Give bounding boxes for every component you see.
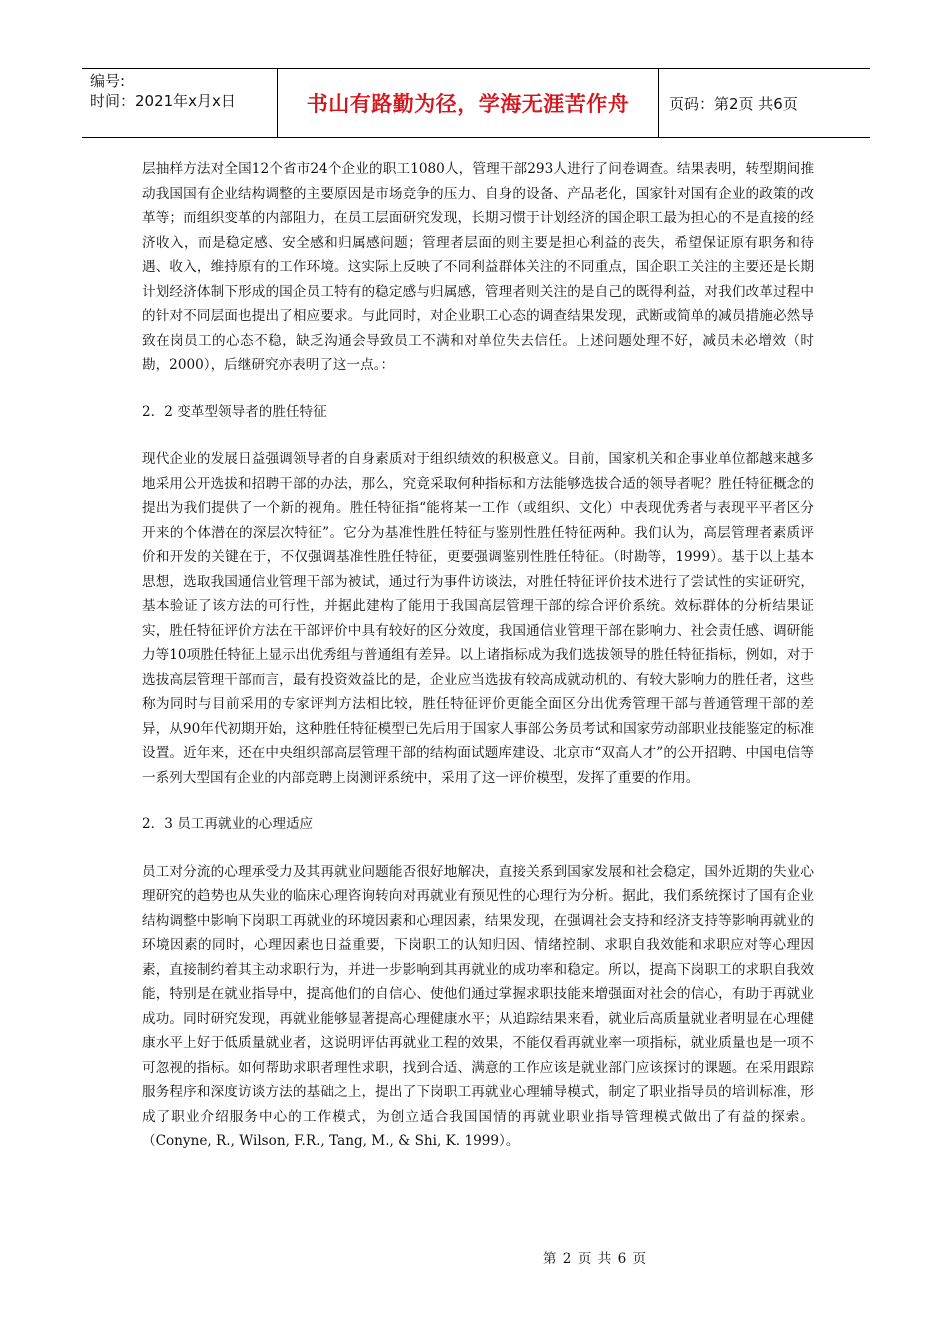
header-page-cell — [659, 69, 870, 137]
motto-text: 书山有路勤为径，学海无涯苦作舟 — [306, 92, 630, 116]
paragraph-reemployment: 员工对分流的心理承受力及其再就业问题能否很好地解决，直接关系到国家发展和社会稳定，国外近期的失业心理研究的趋势也从失业的临床心理咨询转向对再就业有预见性的心理行为分析。据此，我们系统探讨了国有企业结构调整中影响下岗职工再就业的环境因素和心理因素，结果发现，在强调社会支持和经济支持等影响再就业的环境因素的同时，心理因素也日益重要，下岗职工的认知归因、情绪控制、求职自我效能和求职应对等心理因素，直接制约着其主动求职行为，并进一步影响到其再就业的成功率和稳定。所以，提高下岗职工的求职自我效能，特别是在就业指导中，提高他们的自信心、使他们通过掌握求职技能来增强面对社会的信心，有助于再就业成功。同时研究发现，再就业能够显著提高心理健康水平；从追踪结果来看，就业后高质量就业者明显在心理健康水平上好于低质量就业者，这说明评估再就业工程的效果，不能仅看再就业率一项指标，就业质量也是一项不可忽视的指标。如何帮助求职者理性求职，找到合适、满意的工作应该是就业部门应该探讨的课题。在采用跟踪服务程序和深度访谈方法的基础之上，提出了下岗职工再就业心理辅导模式，制定了职业指导员的培训标准，形成了职业介绍服务中心的工作模式，为创立适合我国国情的再就业职业指导管理模式做出了有益的探索。（Conyne, R., Wilson, F.R., Tang, M., & Shi, K. 1999）。 — [142, 863, 814, 1149]
page-footer: 第 2 页 共 6 页 — [542, 1251, 648, 1267]
document-body — [142, 157, 814, 1154]
header-motto-cell — [278, 69, 659, 137]
section-heading-2-2: 2．2 变革型领导者的胜任特征 — [142, 403, 327, 420]
code-label: 编号: — [90, 72, 126, 90]
time-label: 时间：2021年x月x日 — [90, 92, 236, 110]
page-header — [82, 68, 870, 138]
paragraph-competency: 现代企业的发展日益强调领导者的自身素质对于组织绩效的积极意义。目前，国家机关和企事业单位都越来越多地采用公开选拔和招聘干部的办法，那么，究竟采取何种指标和方法能够选拔合适的领导者呢？胜任特征概念的提出为我们提供了一个新的视角。胜任特征指“能将某一工作（或组织、文化）中表现优秀者与表现平平者区分开来的个体潜在的深层次特征”。它分为基准性胜任特征与鉴别性胜任特征两种。我们认为，高层管理者素质评价和开发的关键在于，不仅强调基准性胜任特征，更要强调鉴别性胜任特征。（时勘等，1999）。基于以上基本思想，选取我国通信业管理干部为被试，通过行为事件访谈法，对胜任特征评价技术进行了尝试性的实证研究，基本验证了该方法的可行性，并据此建构了能用于我国高层管理干部的综合评价系统。效标群体的分析结果证实，胜任特征评价方法在干部评价中具有较好的区分效度，我国通信业管理干部在影响力、社会责任感、调研能力等10项胜任特征上显示出优秀组与普通组有差异。以上诸指标成为我们选拔领导的胜任特征指标，例如，对于选拔高层管理干部而言，最有投资效益比的是，企业应当选拔有较高成就动机的、有较大影响力的胜任者，这些称为同时与目前采用的专家评判方法相比较，胜任特征评价更能全面区分出优秀管理干部与普通管理干部的差异，从90年代初期开始，这种胜任特征模型已先后用于国家人事部公务员考试和国家劳动部职业技能鉴定的标准设置。近年来，还在中央组织部高层管理干部的结构面试题库建设、北京市“双高人才”的公开招聘、中国电信等一系列大型国有企业的内部竞聘上岗测评系统中，采用了这一评价模型，发挥了重要的作用。 — [142, 451, 814, 786]
paragraph-survey: 层抽样方法对全国12个省市24个企业的职工1080人，管理干部293人进行了问卷调查。结果表明，转型期间推动我国国有企业结构调整的主要原因是市场竞争的压力、自身的设备、产品老化，国家针对国有企业的政策的改革等；而组织变革的内部阻力，在员工层面研究发现，长期习惯于计划经济的国企职工最为担心的不是直接的经济收入，而是稳定感、安全感和归属感问题；管理者层面的则主要是担心利益的丧失，希望保证原有职务和待遇、收入，维持原有的工作环境。这实际上反映了不同利益群体关注的不同重点，国企职工关注的主要还是长期计划经济体制下形成的国企员工特有的稳定感与归属感，管理者则关注的是自己的既得利益，对我们改革过程中的针对不同层面也提出了相应要求。与此同时，对企业职工心态的调查结果发现，武断或简单的减员措施必然导致在岗员工的心态不稳，缺乏沟通会导致员工不满和对单位失去信任。上述问题处理不好，减员未必增效（时勘，2000），后继研究亦表明了这一点。： — [142, 161, 814, 373]
header-meta — [82, 69, 278, 137]
page-number-label: 页码：第2页 共6页 — [669, 94, 798, 113]
section-heading-2-3: 2．3 员工再就业的心理适应 — [142, 816, 314, 832]
